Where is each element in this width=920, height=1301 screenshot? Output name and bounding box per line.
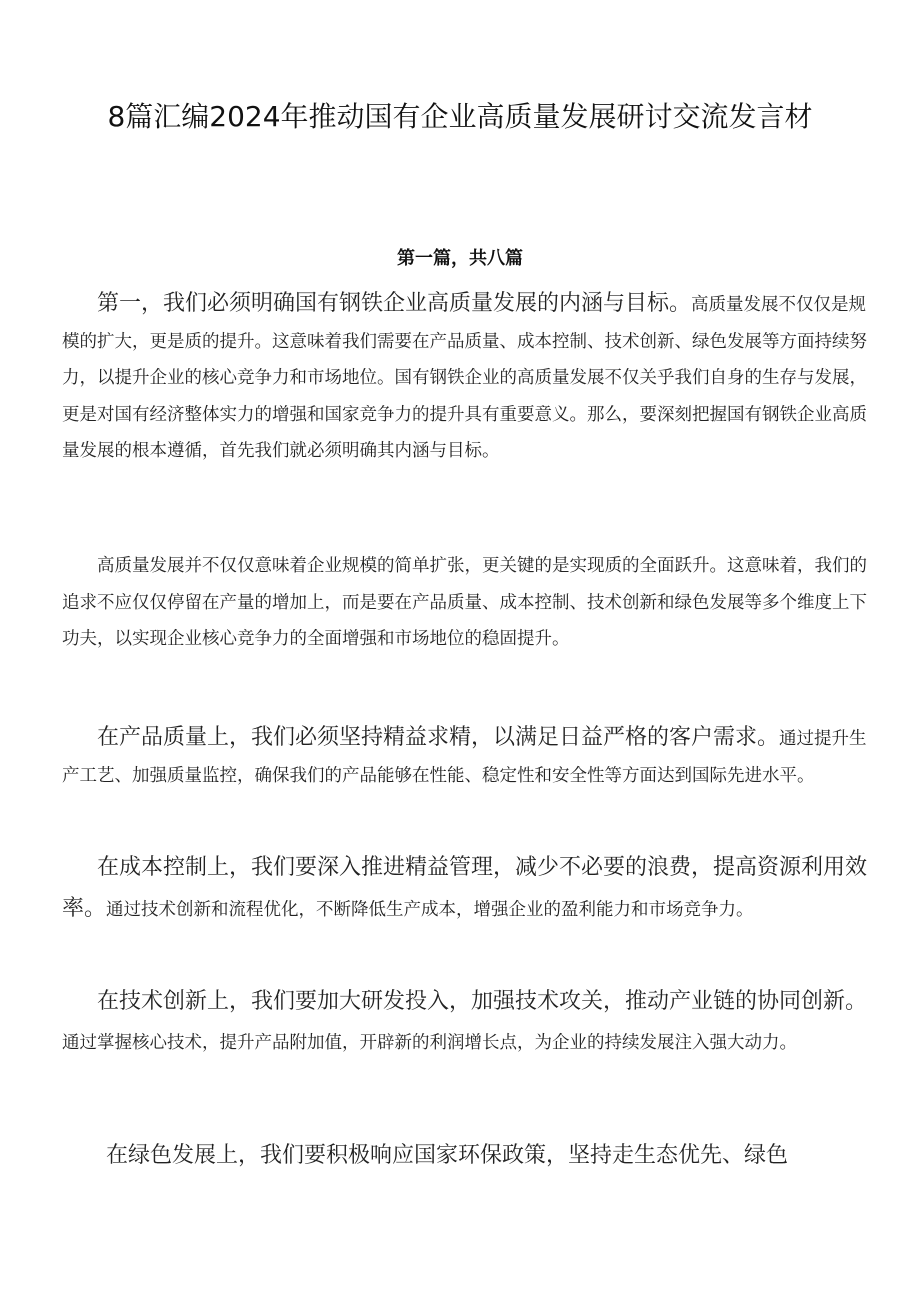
paragraph-lead: 在产品质量上，我们必须坚持精益求精，以满足日益严格的客户需求。 bbox=[97, 725, 780, 750]
paragraph-6 bbox=[62, 1136, 868, 1176]
paragraph-body: 高质量发展并不仅仅意味着企业规模的简单扩张，更关键的是实现质的全面跃升。这意味着，我们的追求不应仅仅停留在产量的增加上，而是要在产品质量、成本控制、技术创新和绿色发展等多个维度上下功夫，以实现企业核心竞争力的全面增强和市场地位的稳固提升。 bbox=[62, 556, 867, 649]
paragraph-5 bbox=[62, 982, 868, 1063]
paragraph-body: 通过掌握核心技术，提升产品附加值，开辟新的利润增长点，为企业的持续发展注入强大动力。 bbox=[62, 1033, 797, 1053]
paragraph-lead: 在绿色发展上，我们要积极响应国家环保政策，坚持走生态优先、绿色 bbox=[106, 1143, 789, 1168]
paragraph-body: 通过技术创新和流程优化，不断降低生产成本，增强企业的盈利能力和市场竞争力。 bbox=[106, 900, 754, 920]
document-title: 8篇汇编2024年推动国有企业高质量发展研讨交流发言材 bbox=[107, 100, 813, 133]
paragraph-lead: 在技术创新上，我们要加大研发投入，加强技术攻关，推动产业链的协同创新。 bbox=[97, 989, 868, 1014]
paragraph-lead: 第一，我们必须明确国有钢铁企业高质量发展的内涵与目标。 bbox=[97, 291, 692, 316]
paragraph-4 bbox=[62, 848, 868, 930]
paragraph-body: 高质量发展不仅仅是规模的扩大，更是质的提升。这意味着我们需要在产品质量、成本控制、技术创新、绿色发展等方面持续努力，以提升企业的核心竞争力和市场地位。国有钢铁企业的高质量发展不仅关乎我们自身的生存与发展，更是对国有经济整体实力的增强和国家竞争力的提升具有重要意义。那么，要深刻把握国有钢铁企业高质量发展的根本遵循，首先我们就必须明确其内涵与目标。 bbox=[62, 295, 867, 461]
paragraph-2 bbox=[62, 548, 868, 658]
section-heading: 第一篇，共八篇 bbox=[397, 248, 523, 269]
paragraph-body: 通过提升生产工艺、加强质量监控，确保我们的产品能够在性能、稳定性和安全性等方面达到国际先进水平。 bbox=[62, 729, 867, 786]
paragraph-lead: 在成本控制上，我们要深入推进精益管理，减少不必要的浪费，提高资源利用效率。 bbox=[62, 855, 868, 921]
paragraph-1 bbox=[62, 286, 868, 470]
paragraph-3 bbox=[62, 720, 868, 794]
